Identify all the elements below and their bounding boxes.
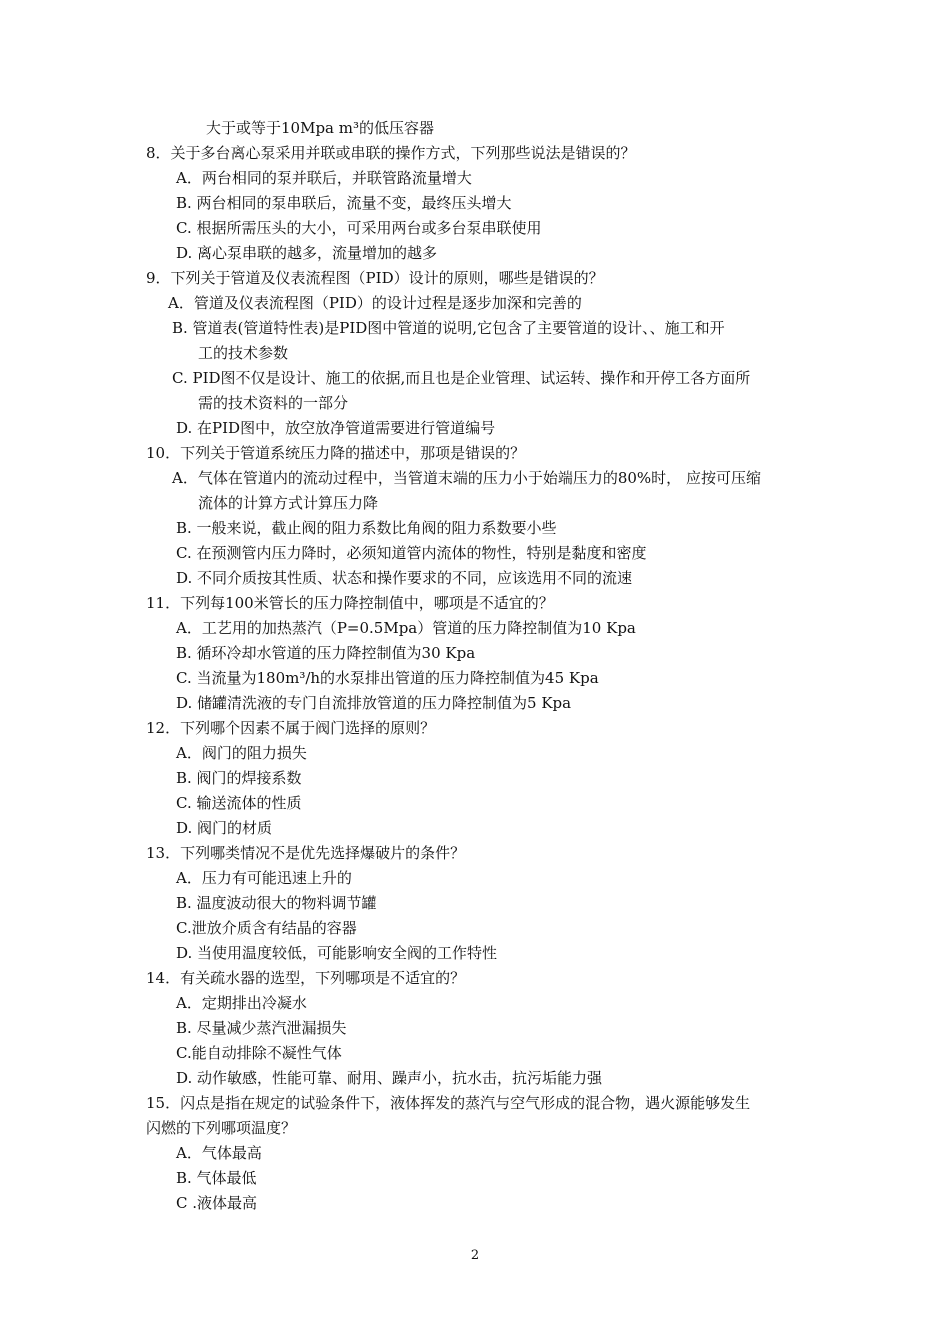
question-14-option-d: D. 动作敏感，性能可靠、耐用、躁声小，抗水击，抗污垢能力强 bbox=[176, 1069, 603, 1087]
question-9-stem: 9．下列关于管道及仪表流程图（PID）设计的原则，哪些是错误的？ bbox=[146, 269, 604, 287]
continuation-line: 大于或等于10Mpa m³的低压容器 bbox=[206, 119, 434, 137]
question-10-option-d: D. 不同介质按其性质、状态和操作要求的不同，应该选用不同的流速 bbox=[176, 569, 633, 587]
question-9-option-d: D. 在PID图中，放空放净管道需要进行管道编号 bbox=[176, 419, 496, 437]
question-10-option-a: A．气体在管道内的流动过程中，当管道末端的压力小于始端压力的80%时， 应按可压缩 bbox=[172, 469, 761, 487]
question-9-option-c-cont: 需的技术资料的一部分 bbox=[198, 394, 349, 412]
question-15-option-b: B. 气体最低 bbox=[176, 1169, 257, 1187]
question-11-stem: 11．下列每100米管长的压力降控制值中，哪项是不适宜的？ bbox=[146, 594, 554, 612]
question-13-option-d: D. 当使用温度较低，可能影响安全阀的工作特性 bbox=[176, 944, 498, 962]
question-12-option-c: C. 输送流体的性质 bbox=[176, 794, 302, 812]
question-9-option-c: C. PID图不仅是设计、施工的依据,而且也是企业管理、试运转、操作和开停工各方面所 bbox=[172, 369, 751, 387]
question-12-option-a: A．阀门的阻力损失 bbox=[176, 744, 307, 762]
question-14-option-b: B. 尽量减少蒸汽泄漏损失 bbox=[176, 1019, 347, 1037]
question-8-stem: 8．关于多台离心泵采用并联或串联的操作方式，下列那些说法是错误的？ bbox=[146, 144, 636, 162]
question-11-option-d: D. 储罐清洗液的专门自流排放管道的压力降控制值为5 Kpa bbox=[176, 694, 572, 712]
question-15-stem-cont: 闪燃的下列哪项温度？ bbox=[146, 1119, 297, 1137]
question-11-option-a: A．工艺用的加热蒸汽（P=0.5Mpa）管道的压力降控制值为10 Kpa bbox=[176, 619, 636, 637]
question-9-option-a: A．管道及仪表流程图（PID）的设计过程是逐步加深和完善的 bbox=[168, 294, 582, 312]
question-9-option-b: B. 管道表(管道特性表)是PID图中管道的说明,它包含了主要管道的设计、、施工和开 bbox=[172, 319, 725, 337]
question-14-stem: 14．有关疏水器的选型，下列哪项是不适宜的？ bbox=[146, 969, 466, 987]
question-8-option-c: C. 根据所需压头的大小，可采用两台或多台泵串联使用 bbox=[176, 219, 542, 237]
question-12-stem: 12．下列哪个因素不属于阀门选择的原则？ bbox=[146, 719, 436, 737]
question-10-option-a-cont: 流体的计算方式计算压力降 bbox=[198, 494, 379, 512]
page-number: 2 bbox=[470, 1248, 480, 1263]
question-9-option-b-cont: 工的技术参数 bbox=[198, 344, 289, 362]
question-8-option-b: B. 两台相同的泵串联后，流量不变，最终压头增大 bbox=[176, 194, 512, 212]
question-10-stem: 10．下列关于管道系统压力降的描述中，那项是错误的？ bbox=[146, 444, 526, 462]
question-13-option-c: C.泄放介质含有结晶的容器 bbox=[176, 919, 357, 937]
question-10-option-c: C. 在预测管内压力降时，必须知道管内流体的物性，特别是黏度和密度 bbox=[176, 544, 647, 562]
question-8-option-d: D. 离心泵串联的越多，流量增加的越多 bbox=[176, 244, 438, 262]
question-13-option-b: B. 温度波动很大的物料调节罐 bbox=[176, 894, 377, 912]
question-15-stem: 15．闪点是指在规定的试验条件下，液体挥发的蒸汽与空气形成的混合物，遇火源能够发生 bbox=[146, 1094, 751, 1112]
question-11-option-c: C. 当流量为180m³/h的水泵排出管道的压力降控制值为45 Kpa bbox=[176, 669, 599, 687]
question-8-option-a: A．两台相同的泵并联后，并联管路流量增大 bbox=[176, 169, 472, 187]
question-15-option-a: A．气体最高 bbox=[176, 1144, 262, 1162]
question-14-option-c: C.能自动排除不凝性气体 bbox=[176, 1044, 342, 1062]
question-15-option-c: C .液体最高 bbox=[176, 1194, 258, 1212]
question-10-option-b: B. 一般来说，截止阀的阻力系数比角阀的阻力系数要小些 bbox=[176, 519, 557, 537]
question-14-option-a: A．定期排出冷凝水 bbox=[176, 994, 307, 1012]
question-11-option-b: B. 循环冷却水管道的压力降控制值为30 Kpa bbox=[176, 644, 476, 662]
question-12-option-d: D. 阀门的材质 bbox=[176, 819, 273, 837]
question-13-option-a: A．压力有可能迅速上升的 bbox=[176, 869, 352, 887]
question-13-stem: 13．下列哪类情况不是优先选择爆破片的条件？ bbox=[146, 844, 466, 862]
question-12-option-b: B. 阀门的焊接系数 bbox=[176, 769, 302, 787]
